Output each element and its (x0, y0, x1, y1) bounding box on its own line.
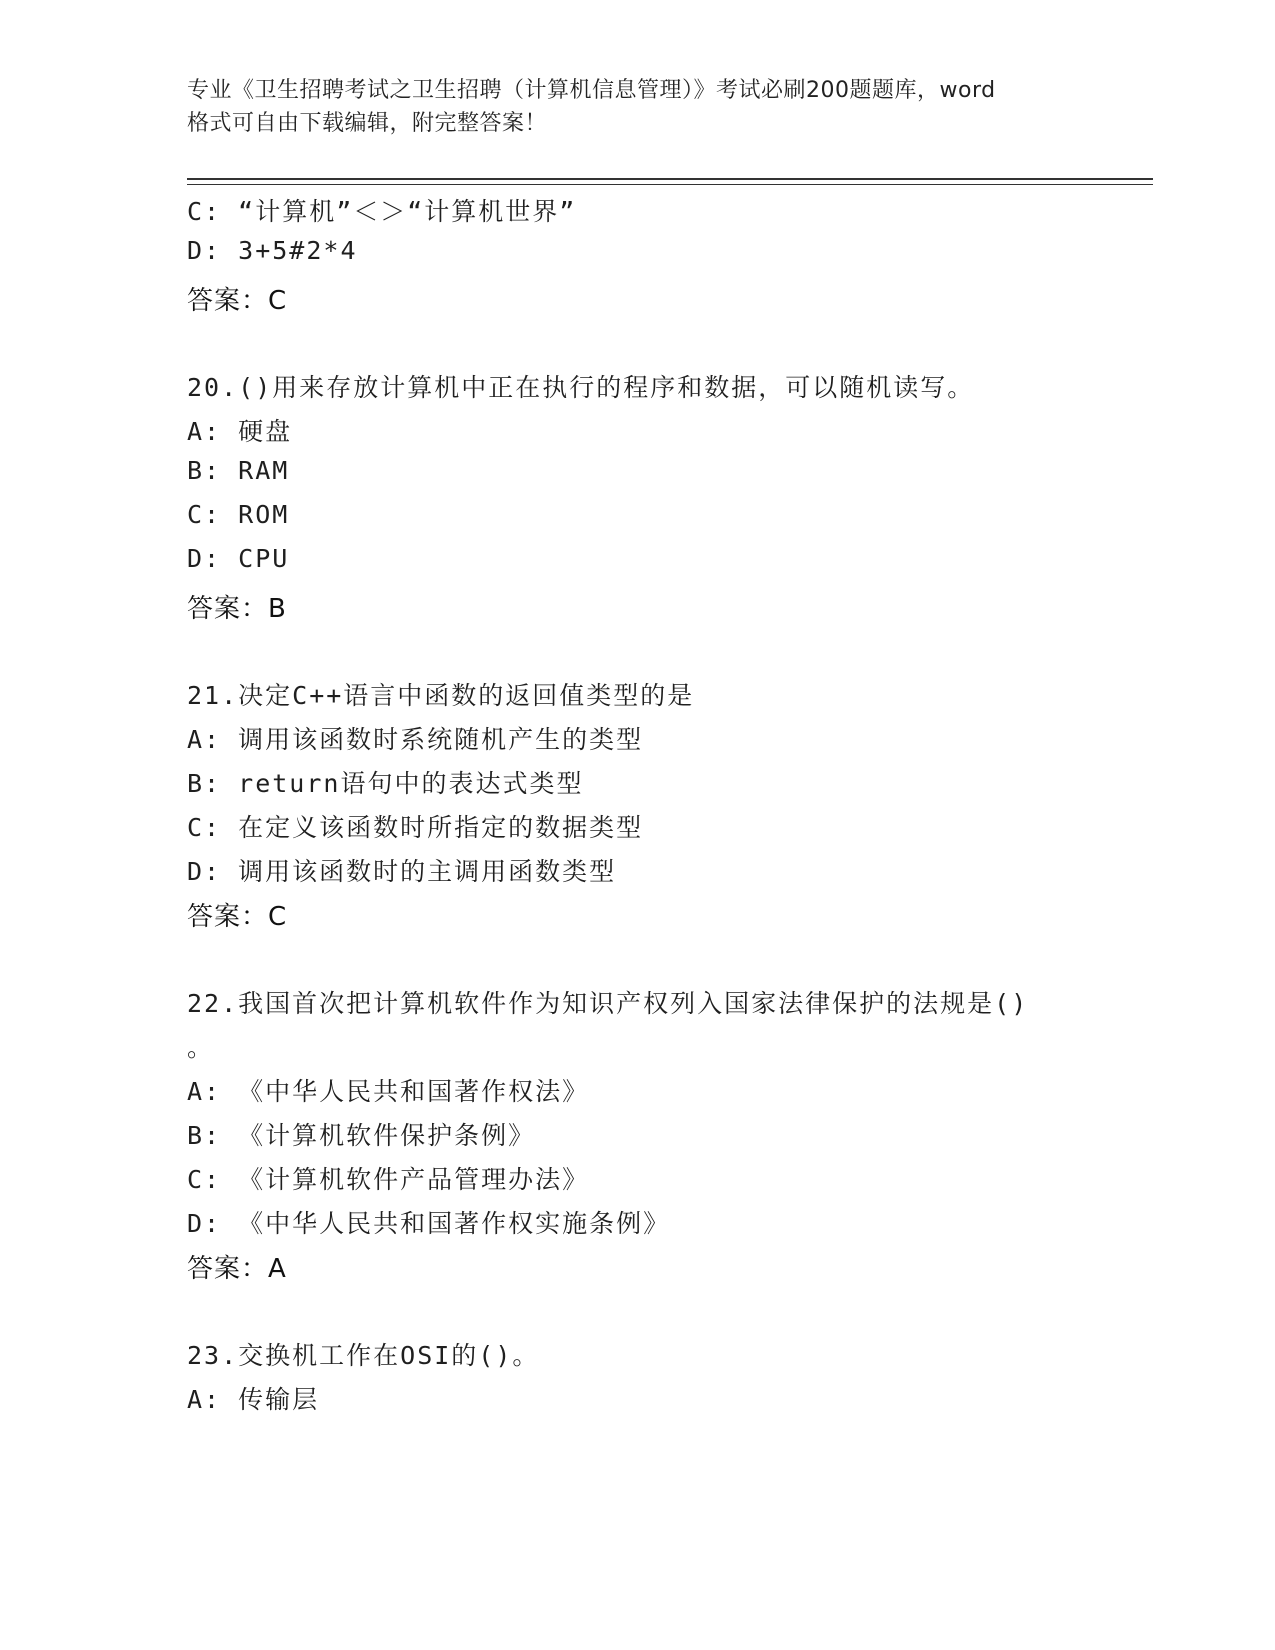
q23-option-a: A: 传输层 (187, 1385, 320, 1414)
q20-answer: 答案：B (187, 594, 287, 624)
q21-option-c: C: 在定义该函数时所指定的数据类型 (187, 813, 644, 842)
q22-stem: 22.我国首次把计算机软件作为知识产权列入国家法律保护的法规是() (187, 989, 1029, 1018)
q21-stem: 21.决定C++语言中函数的返回值类型的是 (187, 681, 695, 710)
q20-stem: 20.()用来存放计算机中正在执行的程序和数据，可以随机读写。 (187, 373, 975, 402)
q23-stem: 23.交换机工作在OSI的()。 (187, 1341, 540, 1370)
q19-answer: 答案：C (187, 286, 288, 316)
q21-option-d: D: 调用该函数时的主调用函数类型 (187, 857, 617, 886)
document-header (187, 74, 1087, 140)
q22-option-c: C: 《计算机软件产品管理办法》 (187, 1165, 590, 1194)
q22-option-a: A: 《中华人民共和国著作权法》 (187, 1077, 590, 1106)
q22-stem-continuation: 。 (187, 1033, 215, 1062)
q21-option-a: A: 调用该函数时系统随机产生的类型 (187, 725, 644, 754)
header-divider-thick (187, 178, 1153, 180)
q20-option-a: A: 硬盘 (187, 417, 293, 446)
q20-option-c: C: ROM (187, 500, 290, 529)
q21-option-b: B: return语句中的表达式类型 (187, 769, 584, 798)
q22-answer: 答案：A (187, 1254, 287, 1284)
q20-option-d: D: CPU (187, 544, 290, 573)
header-divider-thin (187, 184, 1153, 185)
header-line-2: 格式可自由下载编辑，附完整答案！ (187, 111, 548, 136)
q22-option-b: B: 《计算机软件保护条例》 (187, 1121, 536, 1150)
q19-option-c: C: “计算机”＜＞“计算机世界” (187, 197, 577, 226)
q20-option-b: B: RAM (187, 456, 290, 485)
q21-answer: 答案：C (187, 902, 288, 932)
q19-option-d: D: 3+5#2*4 (187, 236, 358, 265)
header-line-1: 专业《卫生招聘考试之卫生招聘（计算机信息管理）》考试必刷200题题库，word (187, 78, 996, 103)
q22-option-d: D: 《中华人民共和国著作权实施条例》 (187, 1209, 671, 1238)
